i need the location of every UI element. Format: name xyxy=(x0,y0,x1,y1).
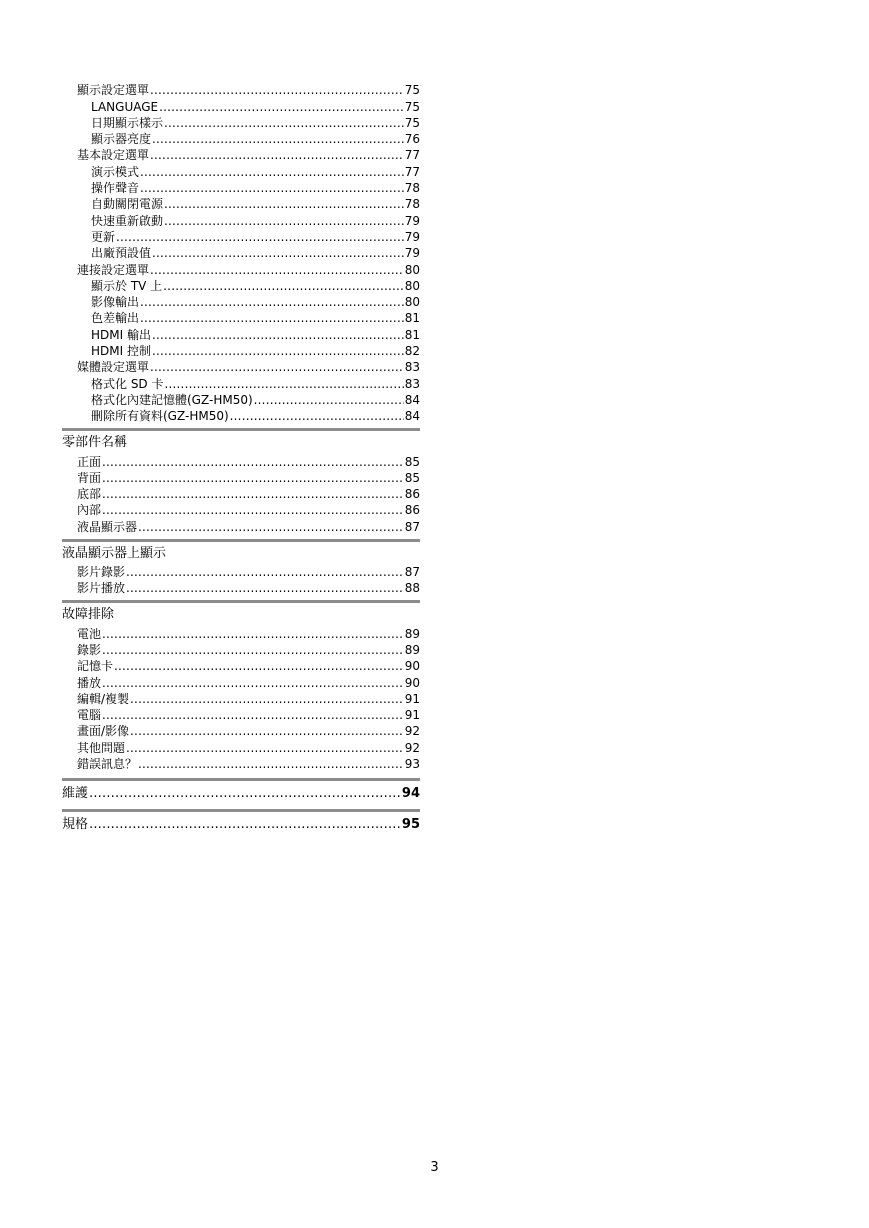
toc-entry-page: 87 xyxy=(404,565,420,580)
toc-entry[interactable] xyxy=(62,261,420,277)
toc-entry[interactable] xyxy=(62,470,420,486)
toc-section-page: 95 xyxy=(401,816,420,832)
dot-leader xyxy=(138,756,404,772)
dot-leader xyxy=(150,262,404,278)
toc-entry-title: 連接設定選單 xyxy=(77,262,150,277)
dot-leader xyxy=(152,245,404,261)
toc-entry-title: 基本設定選單 xyxy=(77,148,150,163)
toc-entry[interactable] xyxy=(62,245,420,261)
toc-entry-page: 79 xyxy=(404,229,420,244)
toc-entry-page: 83 xyxy=(404,360,420,375)
toc-entry-page: 85 xyxy=(404,454,420,469)
toc-entry[interactable] xyxy=(62,147,420,163)
dot-leader xyxy=(138,519,404,535)
toc-entry-page: 77 xyxy=(404,148,420,163)
toc-entry-page: 89 xyxy=(404,626,420,641)
toc-entry-page: 93 xyxy=(404,756,420,771)
dot-leader xyxy=(164,213,404,229)
toc-entry-title: 其他問題 xyxy=(77,740,126,755)
dot-leader xyxy=(152,327,404,343)
toc-entry[interactable] xyxy=(62,486,420,502)
dot-leader xyxy=(152,343,404,359)
toc-entry-title: 底部 xyxy=(77,487,102,502)
toc-entry[interactable] xyxy=(62,625,420,641)
toc-entry-title: 影像輸出 xyxy=(91,295,140,310)
toc-entry[interactable] xyxy=(62,723,420,739)
dot-leader xyxy=(150,82,404,98)
toc-entry[interactable] xyxy=(62,359,420,375)
table-of-contents xyxy=(62,82,420,834)
toc-entry[interactable] xyxy=(62,343,420,359)
dot-leader xyxy=(102,642,404,658)
toc-entry-page: 88 xyxy=(404,581,420,596)
toc-entry-page: 75 xyxy=(404,99,420,114)
dot-leader xyxy=(126,580,404,596)
toc-entry-title: 電池 xyxy=(77,626,102,641)
dot-leader xyxy=(140,310,404,326)
toc-entry-page: 80 xyxy=(404,278,420,293)
toc-entry-page: 86 xyxy=(404,503,420,518)
toc-entry[interactable] xyxy=(62,131,420,147)
toc-entry-page: 78 xyxy=(404,181,420,196)
toc-entry[interactable] xyxy=(62,115,420,131)
toc-entry-page: 92 xyxy=(404,724,420,739)
toc-entry[interactable] xyxy=(62,642,420,658)
toc-entry[interactable] xyxy=(62,278,420,294)
dot-leader xyxy=(150,359,404,375)
toc-entry[interactable] xyxy=(62,453,420,469)
toc-entry-page: 90 xyxy=(404,675,420,690)
toc-entry-title: 自動關閉電源 xyxy=(91,197,164,212)
toc-entry-page: 87 xyxy=(404,519,420,534)
toc-entry-page: 89 xyxy=(404,642,420,657)
dot-leader xyxy=(89,785,401,803)
toc-entry-title: 顯示設定選單 xyxy=(77,83,150,98)
toc-entry-title: 更新 xyxy=(91,229,116,244)
toc-entry[interactable] xyxy=(62,326,420,342)
toc-entry-page: 83 xyxy=(404,376,420,391)
toc-entry[interactable] xyxy=(62,739,420,755)
toc-entry[interactable] xyxy=(62,375,420,391)
toc-entry-title: 記憶卡 xyxy=(77,659,114,674)
dot-leader xyxy=(114,658,404,674)
dot-leader xyxy=(130,723,404,739)
section-heading: 液晶顯示器上顯示 xyxy=(62,539,420,564)
toc-entry[interactable] xyxy=(62,180,420,196)
toc-entry[interactable] xyxy=(62,408,420,424)
toc-entry-title: LANGUAGE xyxy=(91,99,159,114)
toc-section-entry[interactable] xyxy=(62,778,420,803)
dot-leader xyxy=(102,707,404,723)
toc-entry-title: 格式化內建記憶體(GZ-HM50) xyxy=(91,392,253,407)
section-heading: 故障排除 xyxy=(62,600,420,625)
toc-entry-title: 日期顯示樣示 xyxy=(91,115,164,130)
toc-entry-page: 84 xyxy=(404,392,420,407)
dot-leader xyxy=(254,392,404,408)
toc-entry[interactable] xyxy=(62,392,420,408)
toc-entry-title: 演示模式 xyxy=(91,164,140,179)
toc-entry[interactable] xyxy=(62,82,420,98)
section-heading: 零部件名稱 xyxy=(62,428,420,453)
toc-entry-page: 80 xyxy=(404,262,420,277)
dot-leader xyxy=(140,164,404,180)
toc-entry-page: 81 xyxy=(404,311,420,326)
toc-entry-title: HDMI 輸出 xyxy=(91,327,151,342)
toc-entry-page: 91 xyxy=(404,691,420,706)
toc-entry-title: 影片錄影 xyxy=(77,565,126,580)
toc-entry-title: 錄影 xyxy=(77,642,102,657)
dot-leader xyxy=(102,454,404,470)
dot-leader xyxy=(165,376,404,392)
toc-entry-page: 80 xyxy=(404,295,420,310)
dot-leader xyxy=(102,626,404,642)
toc-section-title: 規格 xyxy=(62,816,89,832)
toc-entry[interactable] xyxy=(62,691,420,707)
toc-entry[interactable] xyxy=(62,212,420,228)
dot-leader xyxy=(89,816,401,834)
dot-leader xyxy=(130,691,404,707)
dot-leader xyxy=(126,740,404,756)
toc-entry[interactable] xyxy=(62,163,420,179)
toc-entry-title: 顯示於 TV 上 xyxy=(91,278,163,293)
toc-entry-title: 錯誤訊息？ xyxy=(77,756,138,771)
toc-entry-title: 格式化 SD 卡 xyxy=(91,376,164,391)
toc-entry[interactable] xyxy=(62,310,420,326)
toc-entry-title: 正面 xyxy=(77,454,102,469)
toc-entry-title: 內部 xyxy=(77,503,102,518)
toc-entry[interactable] xyxy=(62,674,420,690)
dot-leader xyxy=(230,408,404,424)
toc-entry-title: 媒體設定選單 xyxy=(77,360,150,375)
toc-entry-title: 編輯/複製 xyxy=(77,691,130,706)
toc-entry[interactable] xyxy=(62,98,420,114)
toc-entry-page: 79 xyxy=(404,213,420,228)
dot-leader xyxy=(159,99,404,115)
toc-entry-page: 79 xyxy=(404,246,420,261)
toc-entry-page: 86 xyxy=(404,487,420,502)
dot-leader xyxy=(102,675,404,691)
toc-entry-page: 91 xyxy=(404,708,420,723)
toc-entry[interactable] xyxy=(62,502,420,518)
toc-entry[interactable] xyxy=(62,580,420,596)
toc-entry-title: 顯示器亮度 xyxy=(91,132,152,147)
toc-entry-title: 操作聲音 xyxy=(91,181,140,196)
toc-entry-title: 畫面/影像 xyxy=(77,724,130,739)
toc-entry-title: 色差輸出 xyxy=(91,311,140,326)
dot-leader xyxy=(150,147,404,163)
dot-leader xyxy=(126,564,404,580)
toc-entry-page: 77 xyxy=(404,164,420,179)
dot-leader xyxy=(102,502,404,518)
toc-section-entry[interactable] xyxy=(62,809,420,834)
toc-entry-title: 電腦 xyxy=(77,708,102,723)
toc-entry-title: HDMI 控制 xyxy=(91,344,151,359)
toc-entry-title: 出廠預設值 xyxy=(91,246,152,261)
toc-entry[interactable] xyxy=(62,756,420,772)
toc-section-page: 94 xyxy=(401,785,420,801)
toc-entry-title: 背面 xyxy=(77,470,102,485)
toc-entry[interactable] xyxy=(62,294,420,310)
toc-entry-title: 刪除所有資料(GZ-HM50) xyxy=(91,409,229,424)
dot-leader xyxy=(140,294,404,310)
toc-entry-page: 75 xyxy=(404,83,420,98)
toc-entry-title: 影片播放 xyxy=(77,581,126,596)
toc-entry[interactable] xyxy=(62,229,420,245)
toc-section-title: 維護 xyxy=(62,785,89,801)
dot-leader xyxy=(140,180,404,196)
dot-leader xyxy=(116,229,404,245)
toc-entry-page: 76 xyxy=(404,132,420,147)
page-number: 3 xyxy=(430,1160,439,1175)
toc-entry[interactable] xyxy=(62,518,420,534)
toc-entry-page: 85 xyxy=(404,470,420,485)
dot-leader xyxy=(152,131,404,147)
dot-leader xyxy=(163,278,404,294)
toc-entry[interactable] xyxy=(62,658,420,674)
toc-entry[interactable] xyxy=(62,707,420,723)
toc-entry-title: 液晶顯示器 xyxy=(77,519,138,534)
toc-entry[interactable] xyxy=(62,196,420,212)
toc-entry-page: 92 xyxy=(404,740,420,755)
toc-entry-title: 播放 xyxy=(77,675,102,690)
toc-entry-page: 84 xyxy=(404,409,420,424)
toc-entry-title: 快速重新啟動 xyxy=(91,213,164,228)
dot-leader xyxy=(164,115,404,131)
toc-entry-page: 81 xyxy=(404,327,420,342)
dot-leader xyxy=(102,470,404,486)
toc-entry[interactable] xyxy=(62,564,420,580)
dot-leader xyxy=(102,486,404,502)
dot-leader xyxy=(164,196,404,212)
toc-entry-page: 78 xyxy=(404,197,420,212)
toc-entry-page: 75 xyxy=(404,115,420,130)
toc-entry-page: 90 xyxy=(404,659,420,674)
toc-entry-page: 82 xyxy=(404,344,420,359)
